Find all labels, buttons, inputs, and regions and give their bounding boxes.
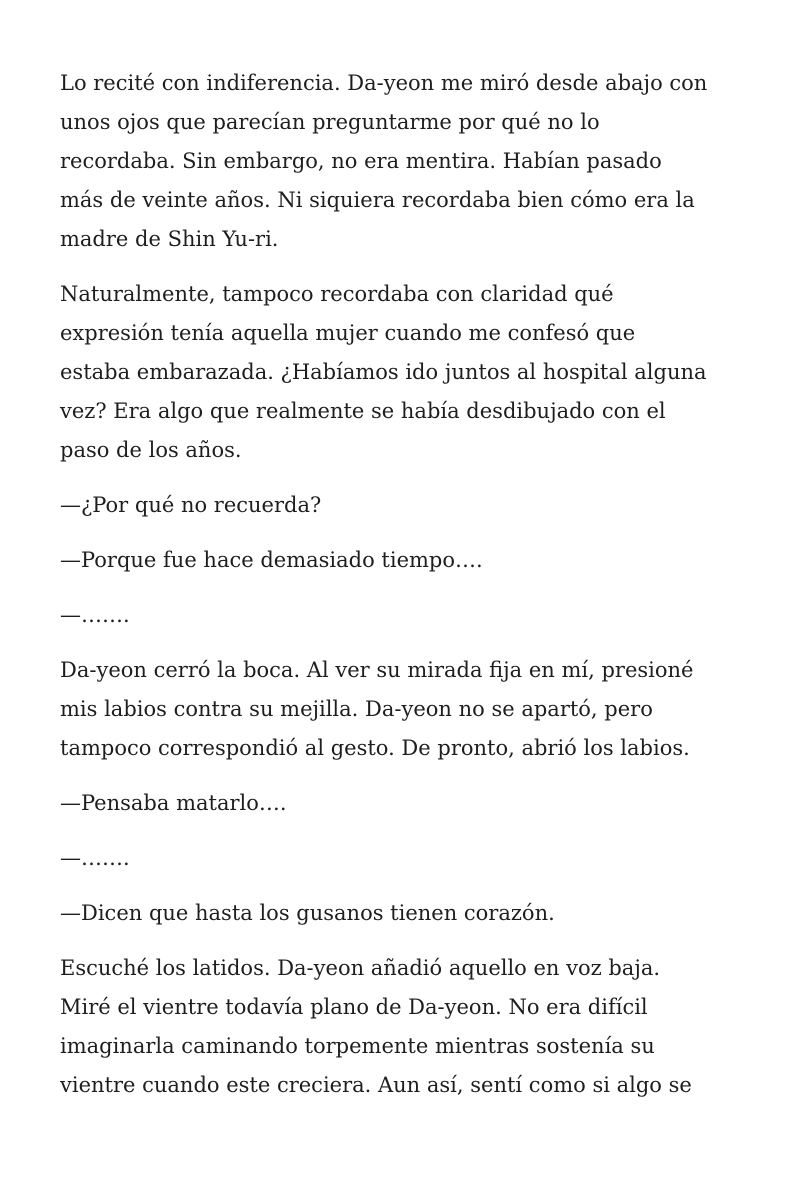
text-line: —……. <box>60 846 130 870</box>
text-line: mis labios contra su mejilla. Da-yeon no se apartó, pero <box>60 697 653 721</box>
text-line: —Porque fue hace demasiado tiempo…. <box>60 548 483 572</box>
text-line: estaba embarazada. ¿Habíamos ido juntos al hospital alguna <box>60 360 707 384</box>
text-line: más de veinte años. Ni siquiera recordaba bien cómo era la <box>60 188 695 212</box>
paragraph <box>60 651 750 768</box>
text-line: Da-yeon cerró la boca. Al ver su mirada fija en mí, presioné <box>60 658 694 682</box>
dialogue-paragraph <box>60 894 750 933</box>
text-line: recordaba. Sin embargo, no era mentira. Habían pasado <box>60 149 662 173</box>
text-line: vientre cuando este creciera. Aun así, sentí como si algo se <box>60 1073 692 1097</box>
text-line: expresión tenía aquella mujer cuando me confesó que <box>60 321 636 345</box>
dialogue-paragraph <box>60 839 750 878</box>
text-line: Lo recité con indiferencia. Da-yeon me miró desde abajo con <box>60 71 708 95</box>
text-line: Escuché los latidos. Da-yeon añadió aquello en voz baja. <box>60 956 661 980</box>
text-line: —¿Por qué no recuerda? <box>60 493 322 517</box>
text-line: —Dicen que hasta los gusanos tienen corazón. <box>60 901 555 925</box>
dialogue-paragraph <box>60 486 750 525</box>
dialogue-paragraph <box>60 596 750 635</box>
paragraph <box>60 275 750 470</box>
dialogue-paragraph <box>60 784 750 823</box>
paragraph <box>60 64 750 259</box>
text-line: madre de Shin Yu-ri. <box>60 227 279 251</box>
text-line: —……. <box>60 603 130 627</box>
text-line: Miré el vientre todavía plano de Da-yeon. No era difícil <box>60 995 648 1019</box>
text-line: paso de los años. <box>60 438 242 462</box>
text-line: unos ojos que parecían preguntarme por qué no lo <box>60 110 600 134</box>
text-line: tampoco correspondió al gesto. De pronto, abrió los labios. <box>60 736 690 760</box>
text-line: Naturalmente, tampoco recordaba con claridad qué <box>60 282 614 306</box>
dialogue-paragraph <box>60 541 750 580</box>
paragraph <box>60 949 750 1105</box>
book-page-text <box>60 64 750 1121</box>
text-line: imaginarla caminando torpemente mientras sostenía su <box>60 1034 655 1058</box>
text-line: —Pensaba matarlo…. <box>60 791 287 815</box>
text-line: vez? Era algo que realmente se había desdibujado con el <box>60 399 666 423</box>
